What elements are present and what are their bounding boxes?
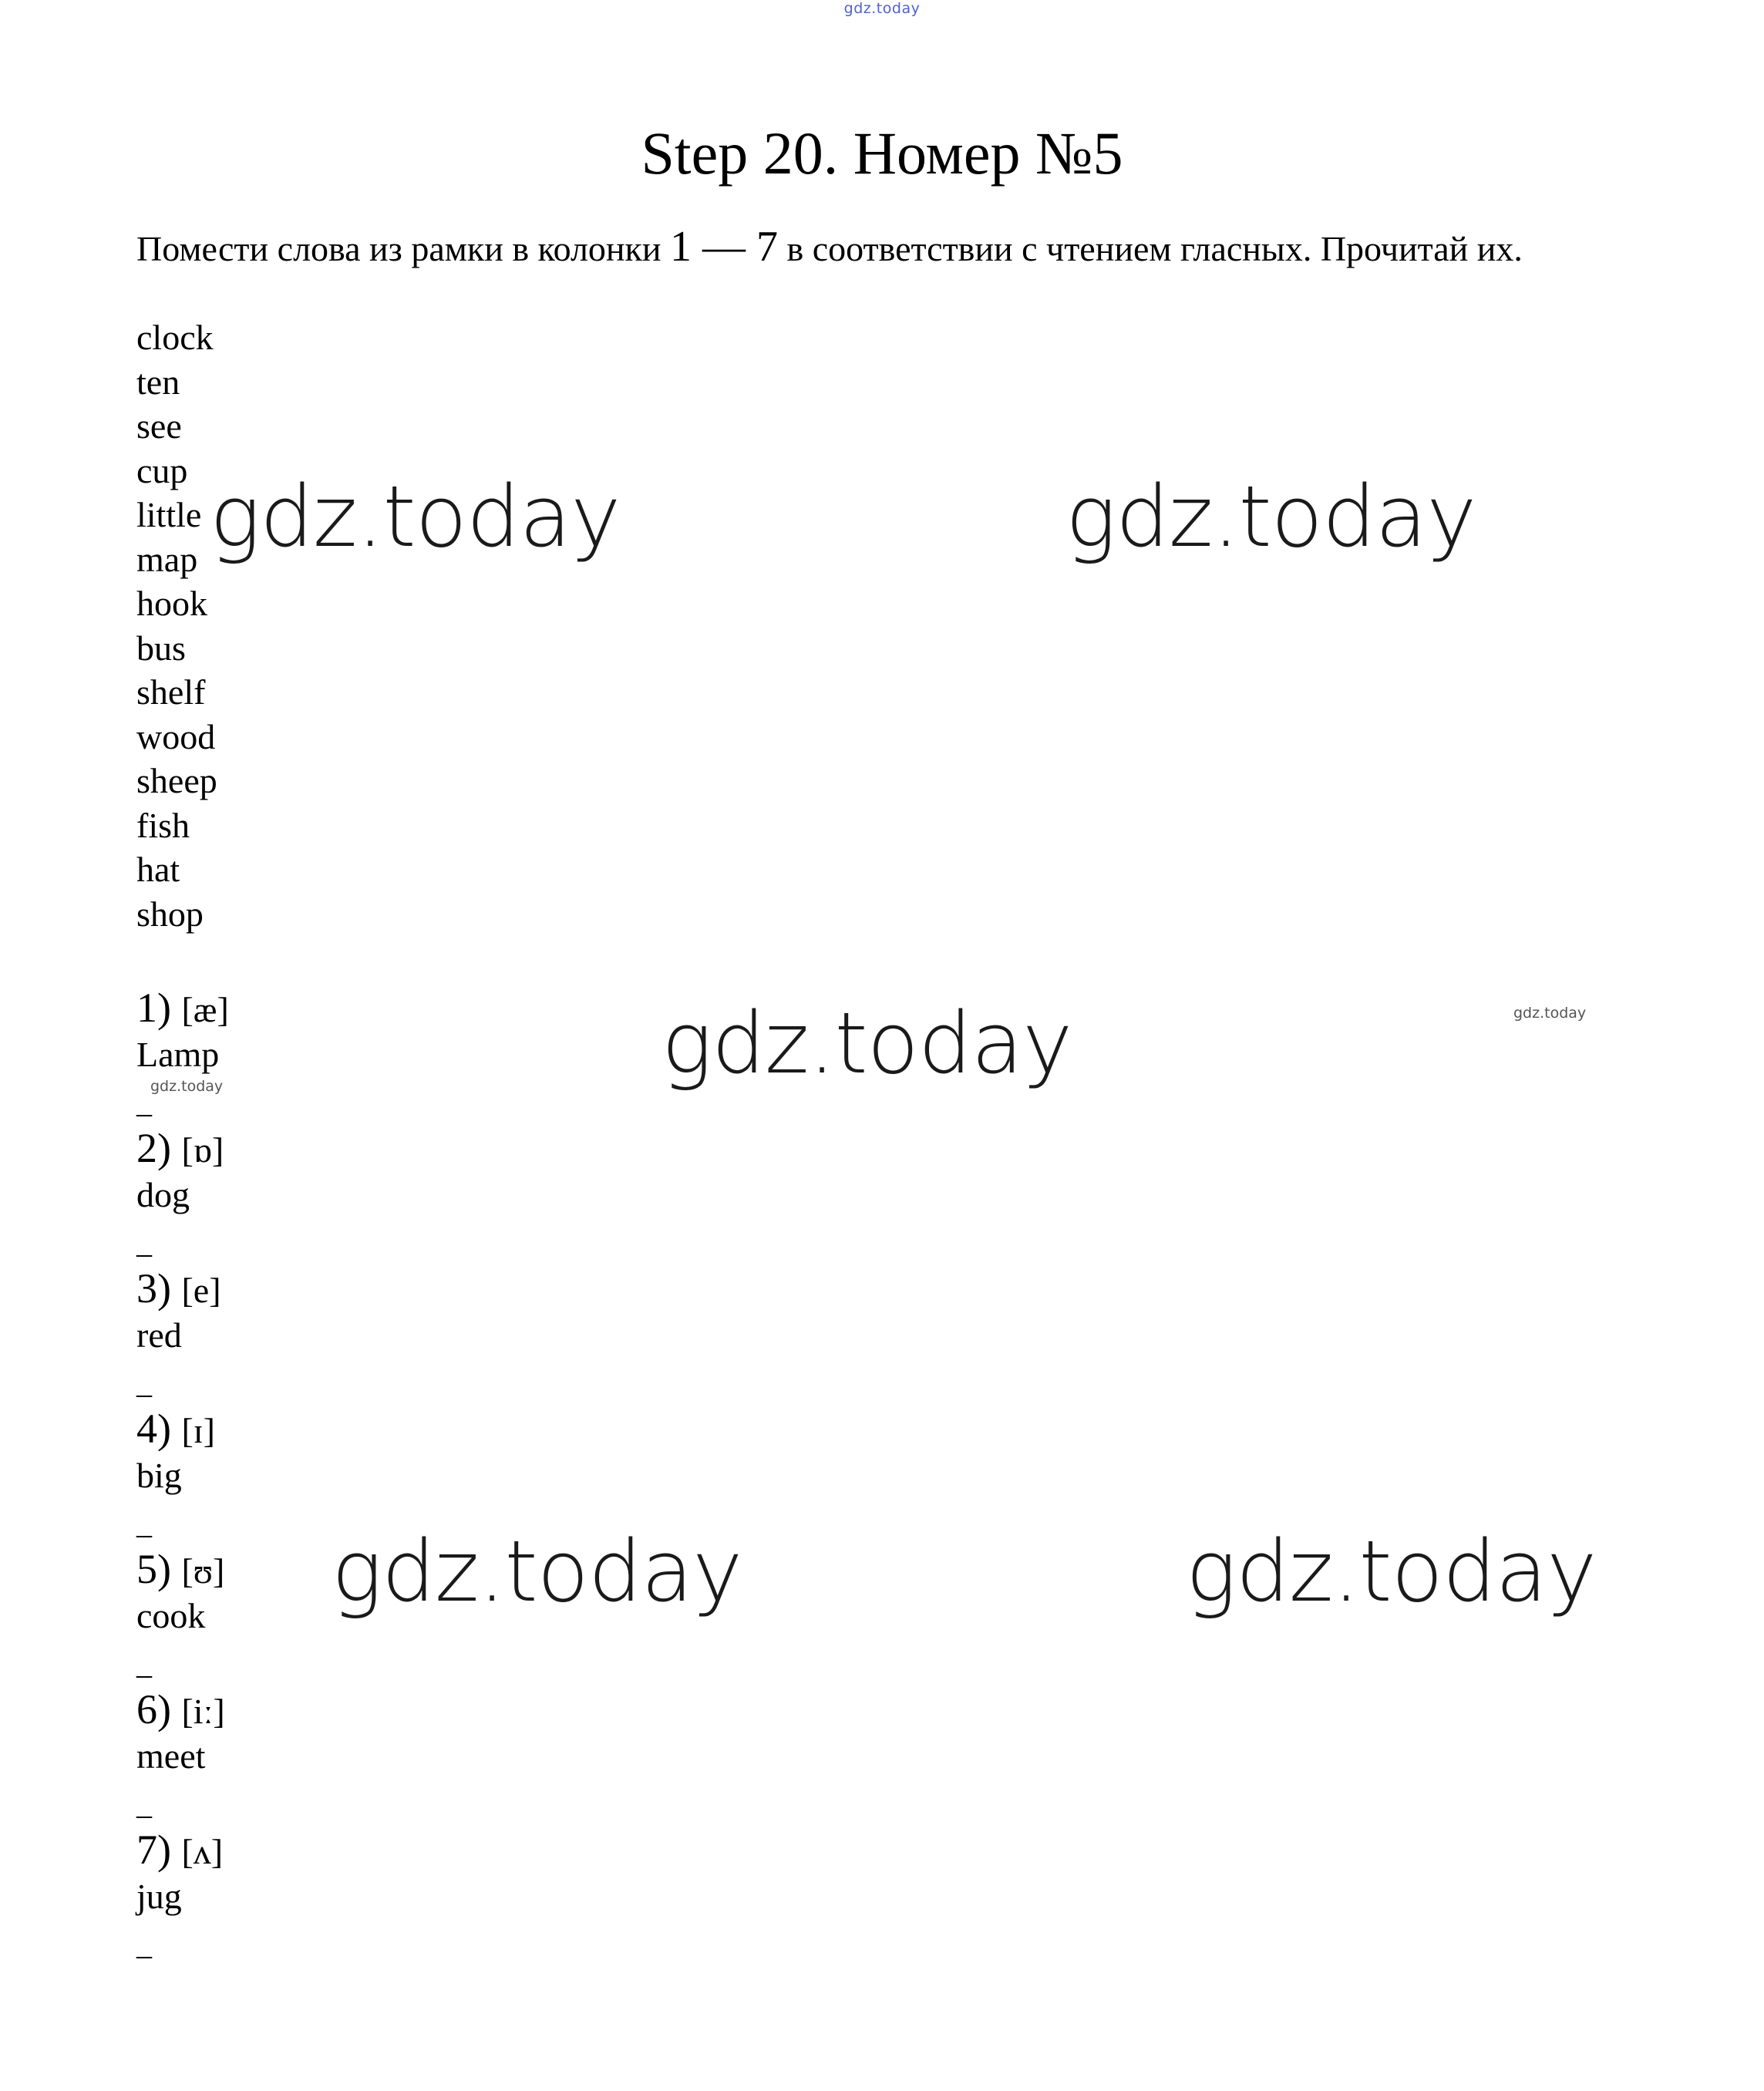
column-6-example: meet — [136, 1736, 206, 1776]
watermark-logo: gdz.today — [332, 1522, 742, 1621]
word-item: sheep — [136, 761, 217, 800]
column-7-example: jug — [136, 1877, 182, 1916]
column-number: 2) — [136, 1125, 171, 1171]
word-item: map — [136, 540, 198, 579]
column-5-example: cook — [136, 1596, 206, 1635]
word-item: clock — [136, 318, 214, 357]
column-1-heading — [136, 987, 229, 1029]
word-item: ten — [136, 362, 180, 402]
column-6-heading — [136, 1686, 225, 1732]
column-number: 7) — [136, 1827, 171, 1873]
column-1-example: Lamp — [136, 1035, 220, 1074]
task-text-before: Помести слова из рамки в колонки — [136, 229, 670, 268]
column-number: 1) — [136, 985, 171, 1031]
watermark-logo: gdz.today — [210, 467, 621, 566]
watermark-logo: gdz.today — [1065, 467, 1476, 566]
column-6-blank: _ — [136, 1786, 152, 1821]
column-sound: [e] — [181, 1271, 221, 1310]
task-range: 1 — 7 — [670, 223, 778, 271]
page-title: Step 20. Номер №5 — [641, 120, 1123, 187]
word-item: bus — [136, 628, 186, 668]
column-7-heading — [136, 1827, 224, 1873]
column-4-blank: _ — [136, 1506, 152, 1540]
word-item: wood — [136, 717, 216, 756]
column-7-blank: _ — [136, 1927, 152, 1961]
column-2-heading — [136, 1127, 224, 1169]
watermark-small: gdz.today — [1513, 1005, 1587, 1022]
column-2-blank: _ — [136, 1225, 152, 1260]
column-4-heading — [136, 1408, 215, 1450]
column-sound: [ʊ] — [181, 1551, 225, 1591]
task-text-after: в соответствии с чтением гласных. Прочитай их. — [778, 229, 1523, 268]
column-3-blank: _ — [136, 1365, 152, 1400]
watermark-logo: gdz.today — [1186, 1522, 1597, 1621]
word-item: cup — [136, 451, 188, 490]
word-item: shop — [136, 894, 204, 934]
column-number: 4) — [136, 1406, 171, 1452]
column-1-blank: _ — [136, 1085, 152, 1120]
word-item: hook — [136, 584, 207, 623]
column-5-heading — [136, 1548, 224, 1590]
word-item: hat — [136, 850, 180, 889]
column-3-example: red — [136, 1315, 182, 1355]
column-number: 3) — [136, 1265, 171, 1312]
column-number: 6) — [136, 1686, 171, 1732]
watermark-logo: gdz.today — [662, 994, 1072, 1093]
column-sound: [ʌ] — [181, 1832, 224, 1871]
column-number: 5) — [136, 1546, 171, 1592]
column-3-heading — [136, 1265, 221, 1312]
column-5-blank: _ — [136, 1646, 152, 1681]
column-sound: [ɪ] — [181, 1411, 215, 1450]
column-4-example: big — [136, 1456, 182, 1495]
word-item: fish — [136, 806, 190, 845]
task-instruction — [136, 225, 1648, 271]
word-item: little — [136, 495, 202, 534]
watermark-small: gdz.today — [150, 1078, 224, 1095]
column-sound: [ɒ] — [181, 1130, 224, 1170]
column-sound: [iː] — [181, 1692, 225, 1731]
header-watermark-link[interactable]: gdz.today — [843, 0, 921, 17]
word-item: see — [136, 406, 182, 446]
column-sound: [æ] — [181, 990, 229, 1029]
column-2-example: dog — [136, 1175, 190, 1214]
word-item: shelf — [136, 672, 206, 712]
